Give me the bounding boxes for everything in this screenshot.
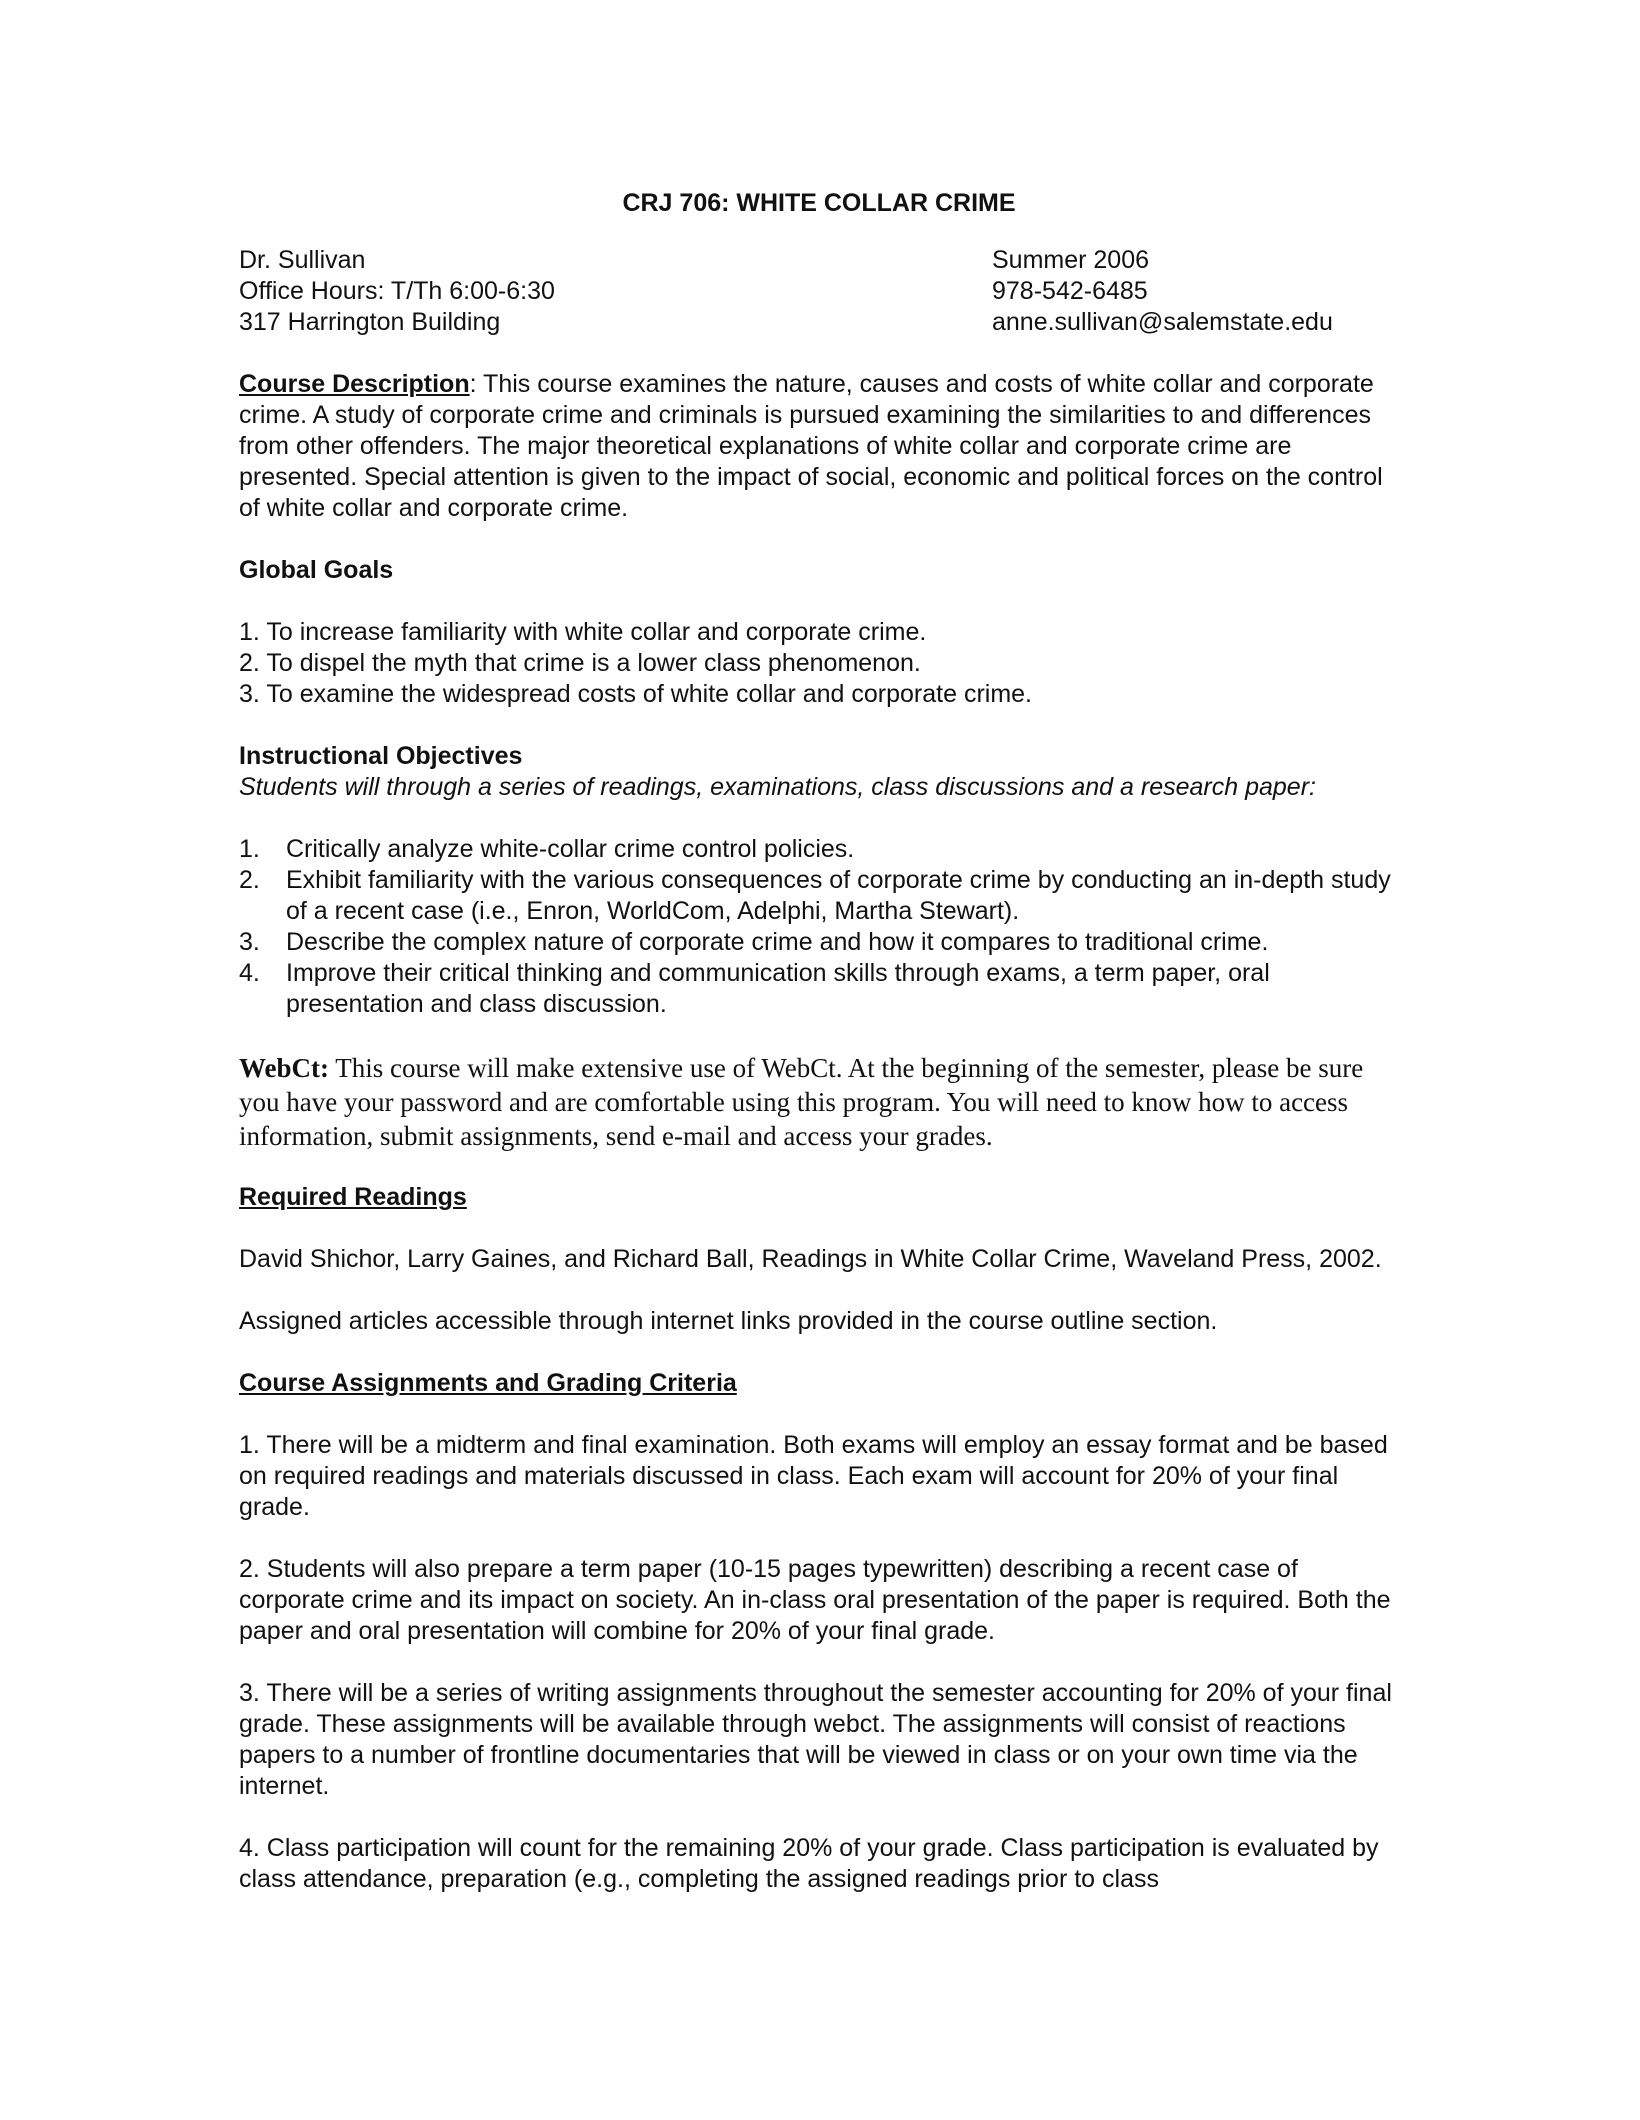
phone-number: 978-542-6485	[992, 277, 1148, 305]
office-hours: Office Hours: T/Th 6:00-6:30	[239, 277, 555, 305]
required-readings-heading: Required Readings	[239, 1183, 467, 1211]
webct-notice	[239, 1051, 1399, 1153]
assignment-item: 2. Students will also prepare a term paper (10-15 pages typewritten) describing a recent case of corporate crime and its impact on society. An in-class oral presentation of the paper is required. Both the paper and oral presentation will combine for 20% of your final grade.	[239, 1555, 1391, 1645]
assignment-item: 4. Class participation will count for the remaining 20% of your grade. Class participation is evaluated by class attendance, preparation (e.g., completing the assigned readings prior to class	[239, 1834, 1379, 1893]
assignment-item: 3. There will be a series of writing assignments throughout the semester accounting for 20% of your final grade. These assignments will be available through webct. The assignments will consist of reactions papers to a number of frontline documentaries that will be viewed in class or on your own time via the internet.	[239, 1679, 1392, 1800]
course-description-heading: Course Description	[239, 370, 470, 398]
list-item	[239, 927, 1399, 958]
list-number: 3.	[239, 928, 260, 956]
list-item	[239, 865, 1399, 927]
assignment-item: 1. There will be a midterm and final examination. Both exams will employ an essay format and be based on required readings and materials discussed in class. Each exam will account for 20% of your final grade.	[239, 1431, 1388, 1521]
list-number: 2.	[239, 866, 260, 894]
instructional-objectives-heading: Instructional Objectives	[239, 742, 523, 770]
global-goals-heading: Global Goals	[239, 556, 394, 584]
list-text: Exhibit familiarity with the various consequences of corporate crime by conducting an in-depth study of a recent case (i.e., Enron, WorldCom, Adelphi, Martha Stewart).	[286, 866, 1391, 925]
term: Summer 2006	[992, 246, 1150, 274]
webct-label: WebCt:	[239, 1053, 329, 1083]
list-number: 1.	[239, 835, 260, 863]
course-description-separator: :	[469, 370, 477, 398]
course-description	[239, 369, 1399, 524]
webct-text: This course will make extensive use of WebCt. At the beginning of the semester, please be sure you have your password and are comfortable using this program. You will need to know how to access information, submit assignments, send e-mail and access your grades.	[239, 1053, 1364, 1151]
document-title: CRJ 706: WHITE COLLAR CRIME	[622, 189, 1016, 217]
reading-item: David Shichor, Larry Gaines, and Richard Ball, Readings in White Collar Crime, Waveland Press, 2002.	[239, 1245, 1382, 1273]
list-item	[239, 958, 1399, 1020]
list-number: 4.	[239, 959, 260, 987]
list-item: 3. To examine the widespread costs of white collar and corporate crime.	[239, 680, 1032, 708]
instructor-info	[239, 245, 555, 338]
course-header	[239, 245, 1364, 338]
office-location: 317 Harrington Building	[239, 308, 501, 336]
reading-item: Assigned articles accessible through internet links provided in the course outline section.	[239, 1307, 1218, 1335]
list-item	[239, 834, 1399, 865]
list-item: 2. To dispel the myth that crime is a lower class phenomenon.	[239, 649, 921, 677]
email-address: anne.sullivan@salemstate.edu	[992, 308, 1333, 336]
course-description-text: This course examines the nature, causes and costs of white collar and corporate crime. A study of corporate crime and criminals is pursued examining the similarities to and differences from other offenders. The major theoretical explanations of white collar and corporate crime are presented. Special attention is given to the impact of social, economic and political forces on the control of white collar and corporate crime.	[239, 370, 1383, 522]
objectives-list	[239, 834, 1399, 1020]
global-goals-list	[239, 617, 1399, 710]
list-text: Describe the complex nature of corporate crime and how it compares to traditional crime.	[286, 928, 1269, 956]
list-text: Improve their critical thinking and communication skills through exams, a term paper, oral presentation and class discussion.	[286, 959, 1270, 1018]
contact-info	[992, 245, 1364, 338]
instructor-name: Dr. Sullivan	[239, 246, 366, 274]
list-text: Critically analyze white-collar crime control policies.	[286, 835, 855, 863]
list-item: 1. To increase familiarity with white collar and corporate crime.	[239, 618, 927, 646]
assignments-heading: Course Assignments and Grading Criteria	[239, 1369, 737, 1397]
instructional-objectives-intro: Students will through a series of readings, examinations, class discussions and a research paper:	[239, 773, 1316, 801]
syllabus-page	[239, 188, 1399, 1895]
